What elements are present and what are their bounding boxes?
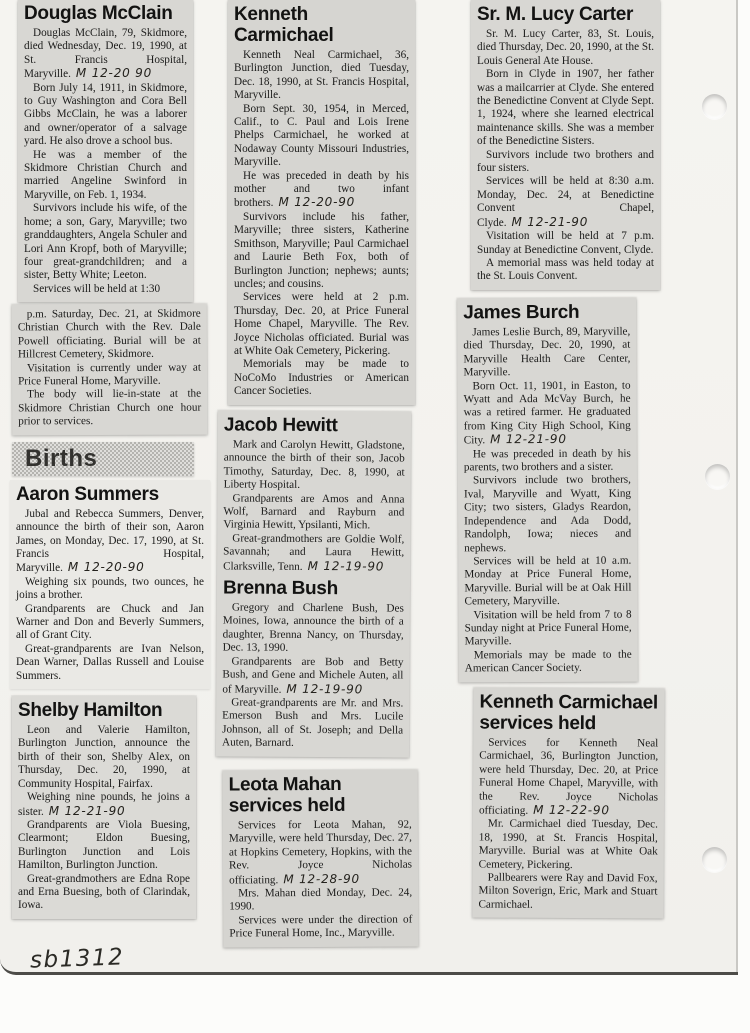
article-paragraph [234,49,409,103]
paragraph-text: Gregory and Charlene Bush, Des Moines, Iowa, announce the birth of a daughter, Brenna Nancy, on Thursday, Dec. 13, 1990. [222,601,404,654]
column-right [458,0,666,919]
paragraph-text: Mrs. Mahan died Monday, Dec. 24, 1990. [229,886,413,914]
paragraph-text: Douglas McClain, 79, Skidmore, died Wednesday, Dec. 19, 1990, at St. Francis Hospital, Maryville. [24,27,187,81]
article-title: Douglas McClain [24,3,173,24]
handwritten-date-annotation: M 12-19-90 [307,558,385,573]
paragraph-text: Services will be held at 8:30 a.m. Monday, Dec. 24, at Benedictine Convent Chapel, Clyde. [477,175,654,229]
clipping-jacob-hewitt-brenna-bush [216,410,411,757]
paragraph-text: Services will be held at 1:30 [33,282,161,295]
handwritten-date-annotation: M 12-28-90 [283,871,360,886]
article-paragraph [18,388,201,429]
article-paragraph [478,872,657,913]
paragraph-text: Great-grandmothers are Edna Rope and Erna Buesing, both of Clarindak, Iowa. [18,872,190,912]
article-title: Brenna Bush [222,577,338,599]
paragraph-text: Grandparents are Viola Buesing, Clearmont; Eldon Buesing, Burlington Junction and Lois Hamilton, Burlington Junction. [18,818,190,872]
column-middle [217,0,419,947]
paragraph-text: Visitation will be held at 7 p.m. Sunday at Benedictine Convent, Clyde. [477,230,654,256]
article-paragraph [229,819,412,888]
hole-punch [705,464,730,489]
article-paragraph [16,643,204,683]
paragraph-text: Leon and Valerie Hamilton, Burlington Junction, announce the birth of their son, Shelby Alex, on Thursday, Dec. 20, 1990, at Community Hospital, Fairfax. [18,724,190,790]
article-paragraph [24,149,187,203]
article-paragraph [479,737,658,819]
article-paragraph [24,82,187,149]
paragraph-text: Born in Clyde in 1907, her father was a mailcarrier at Clyde. She entered the Benedictine Convent at Clyde Sept. 1, 1924, where she learned electrical maintenance skills. She was a member of the Benedictine Sisters. [477,68,654,148]
page-code-handwritten: sb1312 [29,944,125,974]
births-section-label: Births [25,444,98,472]
paragraph-text: Grandparents are Amos and Anna Wolf, Barnard and Rayburn and Virginia Hewitt, Ypsilanti, Mich. [223,491,405,532]
handwritten-date-annotation: M 12-22-90 [533,803,610,818]
article-paragraph [477,175,654,230]
paragraph-text: Services will be held at 10 a.m. Monday at Price Funeral Home, Maryville. Burial will be at Oak Hill Cemetery, Maryville. [464,554,632,608]
article-paragraph [464,474,631,555]
paragraph-text: Grandparents are Bob and Betty Bush, and Gene and Michele Auten, all of Maryville. [222,654,404,695]
paragraph-text: Memorials may be made to NoCoMo Industries or American Cancer Societies. [234,358,409,398]
handwritten-date-annotation: M 12-20 90 [75,66,153,81]
handwritten-date-annotation: M 12-21-90 [490,431,567,447]
article-paragraph [16,508,204,576]
handwritten-date-annotation: M 12-20-90 [278,195,356,210]
paragraph-text: A memorial mass was held today at the St. Louis Convent. [477,256,654,283]
clipping-aaron-summers [10,480,210,689]
paragraph-text: Visitation is currently under way at Price Funeral Home, Maryville. [18,361,202,388]
paragraph-text: Memorials may be made to the American Cancer Society. [464,648,632,675]
article-paragraph [464,379,631,448]
paragraph-text: The body will lie-in-state at the Skidmore Christian Church one hour prior to services. [18,388,202,428]
article-paragraph [18,361,201,389]
clipping-leota-mahan-services [223,770,419,948]
clipping-kenneth-carmichael-services [472,688,664,919]
paragraph-text: James Leslie Burch, 89, Maryville, died Thursday, Dec. 20, 1990, at Maryville Health Care Center, Maryville. [463,325,631,379]
paragraph-text: Survivors include two brothers, Ival, Maryville and Wyatt, King City; two sisters, Gladys Reardon, Independence and Ada Dodd, Randolph, Iowa; nieces and nephews. [463,473,632,554]
article-paragraph [234,358,409,398]
paragraph-text: Mr. Carmichael died Tuesday, Dec. 18, 1990, at St. Francis Hospital, Maryville. Burial was at White Oak Cemetery, Pickering. [478,818,658,871]
article-paragraph [24,283,187,296]
paragraph-text: He was preceded in death by his parents, two brothers and a sister. [463,447,631,474]
clipping-lucy-carter [471,0,660,290]
article-title: Kenneth Carmichael [234,4,334,46]
paragraph-text: Survivors include his father, Maryville; three sisters, Katherine Smithson, Maryville; Paul Carmichael and Laurie Beth Fox, both of Burlington Junction; nephews; aunts; uncles; and cousins. [234,210,409,290]
paragraph-text: Born Oct. 11, 1901, in Easton, to Wyatt and Ada McVay Burch, he was a retired farmer. He graduated from King City High School, King City. [463,378,631,447]
clipping-kenneth-carmichael [228,0,415,405]
article-paragraph [24,202,187,282]
paragraph-text: Great-grandmothers are Goldie Wolf, Savannah; and Laura Hewitt, Clarksville, Tenn. [223,531,405,573]
handwritten-date-annotation: M 12-21-90 [511,214,589,229]
paragraph-text: Pallbearers were Ray and David Fox, Milton Soverign, Eric, Mark and Stuart Carmichael. [478,871,658,911]
paragraph-text: Born July 14, 1911, in Skidmore, to Guy Washington and Cora Bell Gibbs McClain, he was a laborer and owner/operator of a salvage yard. He also drove a school bus. [24,81,187,148]
clipping-james-burch [457,297,638,681]
handwritten-date-annotation: M 12-19-90 [286,680,364,696]
article-paragraph [465,648,632,676]
paragraph-text: Services were held at 2 p.m. Thursday, Dec. 20, at Price Funeral Home Chapel, Maryville. The Rev. Joyce Nicholas officiated. Burial was at White Oak Cemetery, Pickering. [234,291,409,357]
paragraph-text: Grandparents are Chuck and Jan Warner and Don and Beverly Summers, all of Grant City. [16,602,204,642]
paragraph-text: Survivors include his wife, of the home; a son, Gary, Maryville; two granddaughters, Angela Schuler and Lori Ann Kropf, both of Maryville; four great-grandchildren; and a sister, Betty White; Leeton. [24,202,187,282]
article-paragraph [16,576,204,603]
article-paragraph [477,28,654,68]
paragraph-text: Weighing nine pounds, he joins a sister. [18,791,190,818]
handwritten-date-annotation: M 12-20-90 [67,560,145,575]
paragraph-text: Great-grandparents are Mr. and Mrs. Emerson Bush and Mrs. Lucile Johnson, all of St. Joseph; and Della Auten, Barnard. [221,695,404,749]
article-paragraph [18,308,201,362]
article-title: Aaron Summers [16,483,159,505]
paragraph-text: Services were under the direction of Price Funeral Home, Inc., Maryville. [229,913,413,940]
article-paragraph [464,447,631,475]
article-paragraph [234,103,409,170]
paragraph-text: p.m. Saturday, Dec. 21, at Skidmore Christian Church with the Rev. Dale Powell officiating. Burial will be at Hillcrest Cemetery, Skidmore. [17,307,201,361]
article-title: Jacob Hewitt [223,414,338,436]
article-paragraph [223,601,404,656]
article-paragraph [223,492,404,533]
paragraph-text: He was preceded in death by his mother and two infant brothers. [234,169,409,210]
paragraph-text: Jubal and Rebecca Summers, Denver, announce the birth of their son, Aaron James, on Monday, Dec. 17, 1990, at St. Francis Hospital, Maryville. [16,507,204,575]
paragraph-text: Born Sept. 30, 1954, in Merced, Calif., to C. Paul and Lois Irene Phelps Carmichael, he worked at Nodaway County Missouri Industries, Maryville. [234,102,409,169]
hole-punch [702,94,727,119]
handwritten-date-annotation: M 12-21-90 [48,803,126,818]
column-left [12,0,214,919]
hole-punch [702,847,727,872]
article-paragraph [465,608,632,649]
paragraph-text: Kenneth Neal Carmichael, 36, Burlington Junction, died Tuesday, Dec. 18, 1990, at St. Francis Hospital, Maryville. [234,49,409,102]
article-title: Kenneth Carmichael services held [479,691,658,735]
paragraph-text: He was a member of the Skidmore Christian Church and married Angeline Swinford in Maryville, on Feb. 1, 1934. [24,148,187,201]
article-paragraph [18,873,190,913]
article-paragraph [18,819,190,873]
paragraph-text: Survivors include two brothers and four sisters. [477,148,654,175]
article-paragraph [18,791,190,819]
article-title: James Burch [463,301,580,324]
article-paragraph [234,291,409,358]
paragraph-text: Great-grandparents are Ivan Nelson, Dean Warner, Dallas Russell and Louise Summers. [16,642,204,682]
article-paragraph [16,603,204,643]
article-paragraph [18,724,190,791]
births-section-header [12,442,194,476]
article-paragraph [24,27,187,82]
article-paragraph [477,149,654,176]
article-paragraph [234,170,409,211]
article-paragraph [222,696,403,751]
article-paragraph [224,438,405,493]
article-paragraph [477,68,654,148]
paragraph-text: Visitation will be held from 7 to 8 Sunday night at Price Funeral Home, Maryville. [464,607,632,648]
article-paragraph [477,257,654,284]
paragraph-text: Services for Kenneth Neal Carmichael, 36, Burlington Junction, were held Thursday, Dec. 20, at Price Funeral Home Chapel, Maryville, with the Rev. Joyce Nicholas officiating. [478,736,659,818]
article-paragraph [229,913,412,941]
article-paragraph [229,887,412,915]
article-paragraph [463,325,630,379]
article-paragraph [222,655,403,697]
article-title: Shelby Hamilton [18,700,163,722]
article-paragraph [464,554,631,608]
article-title: Sr. M. Lucy Carter [477,4,634,25]
clipping-douglas-mcclain-continued [12,304,208,436]
article-paragraph [223,532,404,574]
article-paragraph [479,818,658,873]
paragraph-text: Sr. M. Lucy Carter, 83, St. Louis, died Thursday, Dec. 20, 1990, at the St. Louis General Ate House. [477,28,654,67]
article-title: Leota Mahan services held [228,773,346,817]
paragraph-text: Mark and Carolyn Hewitt, Gladstone, announce the birth of their son, Jacob Timothy, Saturday, Dec. 8, 1990, at Liberty Hospital. [223,438,405,491]
clipping-douglas-mcclain [18,0,193,302]
paragraph-text: Services for Leota Mahan, 92, Maryville, were held Thursday, Dec. 27, at Hopkins Cemetery, Hopkins, with the Rev. Joyce Nicholas officiating. [228,818,413,887]
clipping-shelby-hamilton [12,696,196,919]
paragraph-text: Weighing six pounds, two ounces, he joins a brother. [16,575,204,602]
article-paragraph [477,230,654,257]
article-paragraph [234,211,409,291]
